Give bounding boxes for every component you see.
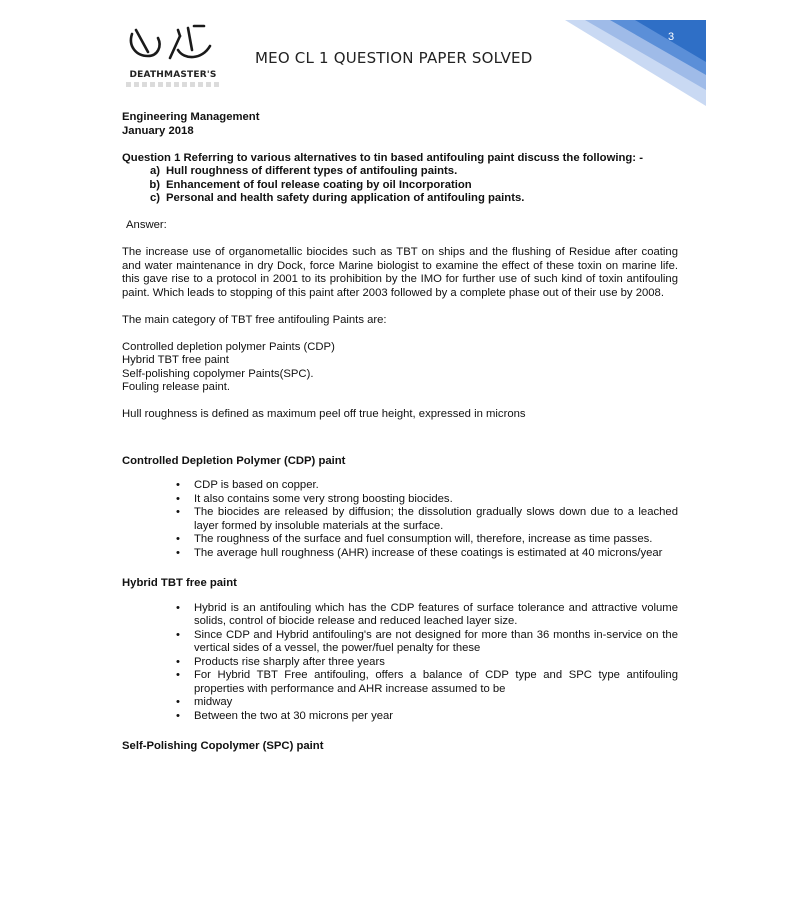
cdp-bullets [122,479,678,560]
list-item: • midway [176,696,233,708]
list-item: • The roughness of the surface and fuel consumption will, therefore, increase as time passes. [176,533,653,545]
answer-label: Answer: [126,219,167,231]
category-item: Self-polishing copolymer Paints(SPC). [122,367,314,380]
question-part: c) Personal and health safety during application of antifouling paints. [149,192,525,204]
roughness-definition: Hull roughness is defined as maximum peel off true height, expressed in microns [122,408,526,420]
section-heading-cdp: Controlled Depletion Polymer (CDP) paint [122,454,346,467]
list-item: • The biocides are released by diffusion; the dissolution gradually slows down due to a leached layer formed by insoluble materials at the surface. [176,506,678,532]
list-item: • Hybrid is an antifouling which has the CDP features of surface tolerance and attractive volume solids, control of biocide release and reduced leached layer size. [176,601,678,627]
question: Question 1 Referring to various alternatives to tin based antifouling paint discuss the following: - [122,151,643,164]
category-item: Fouling release paint. [122,381,231,393]
section-heading-spc: Self-Polishing Copolymer (SPC) paint [122,740,324,752]
list-item: • Between the two at 30 microns per year [176,709,394,722]
header-title: MEO CL 1 QUESTION PAPER SOLVED [255,49,533,67]
subject: Engineering Management [122,111,260,123]
question-part: b) Enhancement of foul release coating by oil Incorporation [149,178,472,191]
logo [118,20,228,90]
intro-paragraph: The increase use of organometallic biocides such as TBT on ships and the flushing of Residue after coating and water maintenance in dry Dock, force Marine biologist to examine the effect of these toxin on marine life. this gave rise to a protocol in 2001 to its prohibition by the IMO for further use of such kind of toxin antifouling paint. Which leads to stopping of this paint after 2003 followed by a complete phase out of their use by 2008. [122,246,678,299]
list-item: • Since CDP and Hybrid antifouling's are not designed for more than 36 months in-service on the vertical sides of a vessel, the power/fuel penalty for these [176,628,678,654]
document-body [122,111,678,754]
hybrid-bullets [122,602,678,724]
exam-date: January 2018 [122,124,194,137]
list-item: • Products rise sharply after three years [176,655,385,668]
logo-text: DEATHMASTER'S [129,70,217,80]
corner-decoration [565,20,706,106]
logo-reflection [126,82,222,87]
list-item: • For Hybrid TBT Free antifouling, offers a balance of CDP type and SPC type antifouling properties with performance and AHR increase assumed to be [176,669,678,695]
section-heading-hybrid: Hybrid TBT free paint [122,577,237,589]
list-item: • The average hull roughness (AHR) increase of these coatings is estimated at 40 microns/year [176,546,663,559]
category-item: Controlled depletion polymer Paints (CDP) [122,340,335,353]
category-intro: The main category of TBT free antifouling Paints are: [122,313,387,326]
page-number: 3 [668,31,675,43]
anchor-logo-icon [118,20,228,70]
question-parts [122,165,678,206]
question-part: a) Hull roughness of different types of antifouling paints. [149,165,458,177]
list-item: • CDP is based on copper. [176,479,319,491]
list-item: • It also contains some very strong boosting biocides. [176,492,453,505]
category-item: Hybrid TBT free paint [122,354,229,366]
